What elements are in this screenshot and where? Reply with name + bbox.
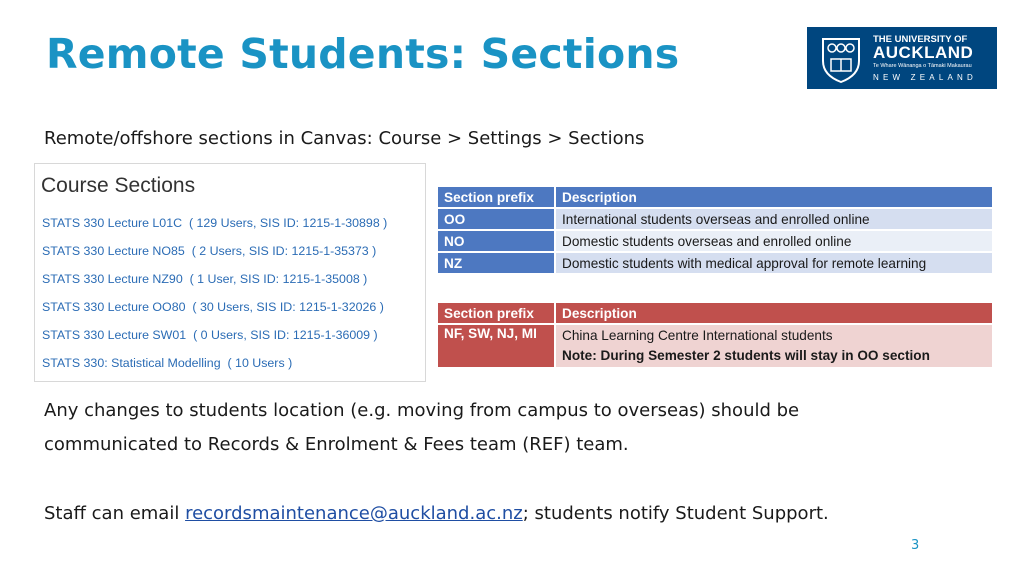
header-cell: Section prefix	[438, 187, 554, 207]
body-paragraph-line: communicated to Records & Enrolment & Fees team (REF) team.	[44, 434, 629, 455]
section-name[interactable]: STATS 330 Lecture NO85	[42, 244, 185, 258]
description-cell: International students overseas and enrolled online	[556, 209, 992, 229]
section-name[interactable]: STATS 330 Lecture OO80	[42, 300, 186, 314]
table-row	[438, 231, 992, 251]
section-name[interactable]: STATS 330 Lecture SW01	[42, 328, 187, 342]
section-info: ( 1 User, SIS ID: 1215-1-35008 )	[189, 272, 368, 286]
body-paragraph-line: Any changes to students location (e.g. moving from campus to overseas) should be	[44, 400, 800, 421]
logo-line-4: NEW ZEALAND	[873, 73, 977, 82]
section-name[interactable]: STATS 330: Statistical Modelling	[42, 356, 221, 370]
table-row	[438, 253, 992, 273]
section-info: ( 0 Users, SIS ID: 1215-1-36009 )	[193, 328, 378, 342]
section-prefix-table-red	[436, 301, 994, 369]
logo-line-3: Te Whare Wānanga o Tāmaki Makaurau	[873, 63, 972, 69]
description-cell: Domestic students with medical approval for remote learning	[556, 253, 992, 273]
section-info: ( 129 Users, SIS ID: 1215-1-30898 )	[188, 216, 388, 230]
section-name[interactable]: STATS 330 Lecture L01C	[42, 216, 183, 230]
slide-title: Remote Students: Sections	[46, 30, 680, 78]
section-info: ( 2 Users, SIS ID: 1215-1-35373 )	[191, 244, 377, 258]
description-cell	[556, 325, 992, 367]
section-name[interactable]: STATS 330 Lecture NZ90	[42, 272, 183, 286]
header-cell: Description	[556, 187, 992, 207]
section-link[interactable]	[42, 356, 292, 370]
table-header-row	[438, 187, 992, 207]
subtitle: Remote/offshore sections in Canvas: Course > Settings > Sections	[44, 128, 645, 149]
table-row	[438, 325, 992, 367]
semester-note: Note: During Semester 2 students will stay in OO section	[562, 348, 930, 363]
course-sections-heading: Course Sections	[41, 174, 196, 197]
canvas-course-sections-screenshot	[34, 163, 426, 382]
section-link[interactable]	[42, 216, 387, 230]
description-cell: Domestic students overseas and enrolled online	[556, 231, 992, 251]
prefix-cell: NZ	[438, 253, 554, 273]
logo-line-1: THE UNIVERSITY OF	[873, 34, 968, 45]
section-link[interactable]	[42, 300, 384, 314]
section-info: ( 30 Users, SIS ID: 1215-1-32026 )	[192, 300, 384, 314]
prefix-cell: NF, SW, NJ, MI	[438, 325, 554, 367]
section-info: ( 10 Users )	[227, 356, 293, 370]
crest-icon	[819, 35, 863, 83]
prefix-cell: NO	[438, 231, 554, 251]
section-link[interactable]	[42, 328, 378, 342]
university-logo	[807, 27, 997, 89]
section-link[interactable]	[42, 244, 376, 258]
header-cell: Section prefix	[438, 303, 554, 323]
table-header-row	[438, 303, 992, 323]
section-prefix-table-blue	[436, 185, 994, 275]
logo-line-2: AUCKLAND	[873, 43, 974, 62]
prefix-cell: OO	[438, 209, 554, 229]
email-prefix-text: Staff can email	[44, 503, 186, 524]
section-link[interactable]	[42, 272, 367, 286]
page-number: 3	[911, 538, 920, 553]
description-text: China Learning Centre International students	[562, 328, 833, 343]
header-cell: Description	[556, 303, 992, 323]
email-link[interactable]: recordsmaintenance@auckland.ac.nz	[185, 503, 523, 524]
email-suffix-text: ; students notify Student Support.	[522, 503, 829, 524]
table-row	[438, 209, 992, 229]
staff-email-paragraph	[44, 503, 829, 524]
